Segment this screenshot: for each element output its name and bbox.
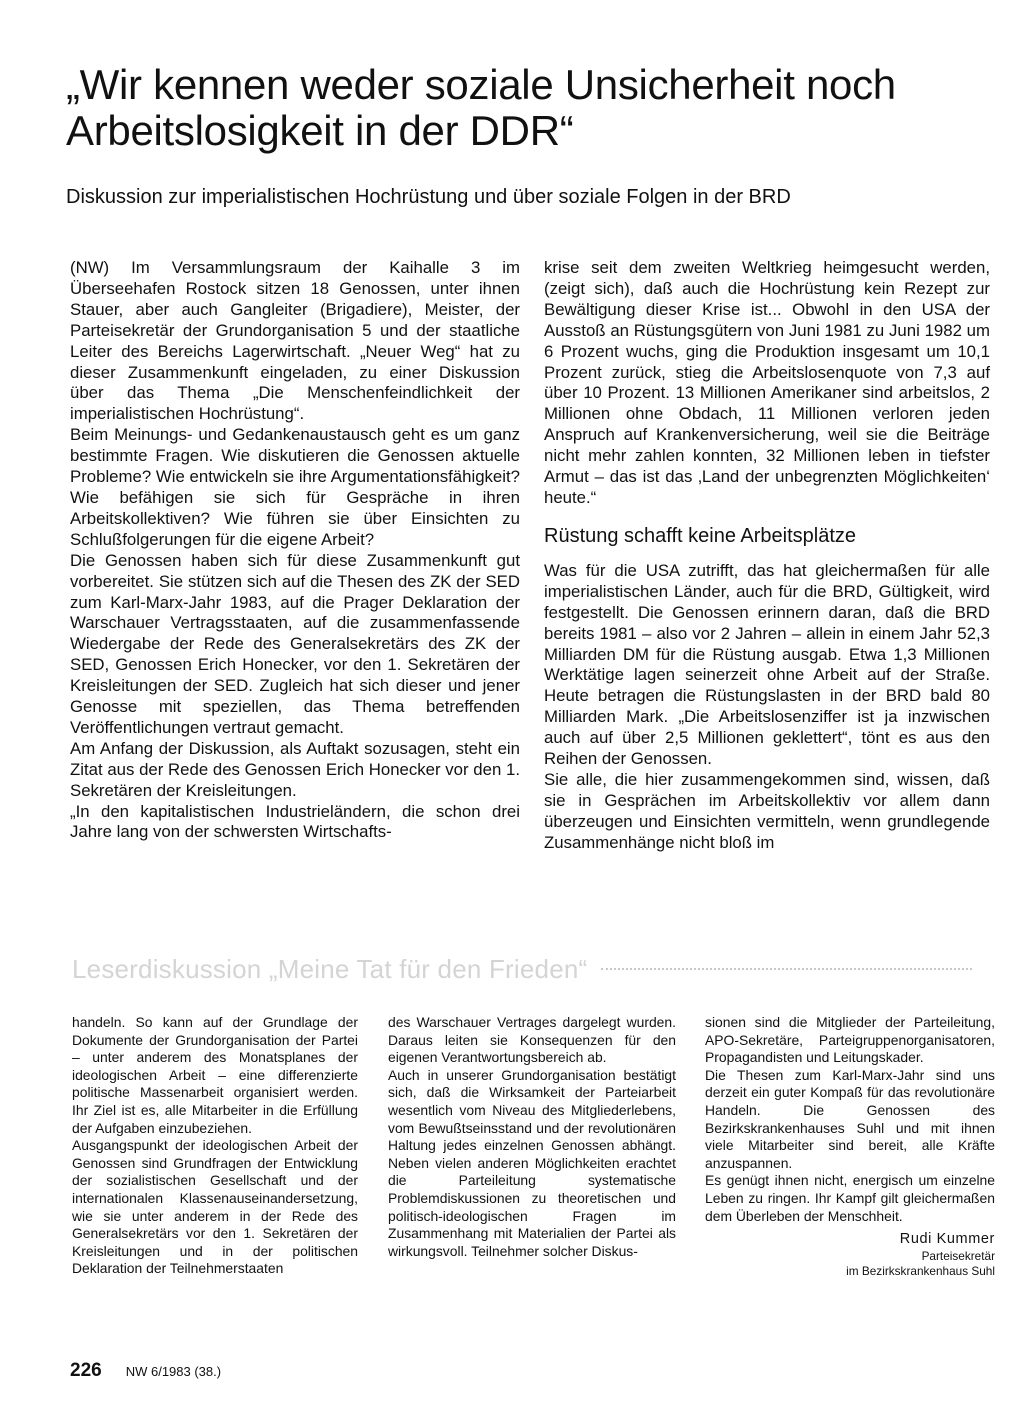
letter-column-2 xyxy=(388,1014,676,1260)
article-column-left xyxy=(70,258,520,843)
paragraph: Am Anfang der Diskussion, als Auftakt sozusagen, steht ein Zitat aus der Rede des Genossen Erich Honecker vor den 1. Sekretären der Kreisleitungen. xyxy=(70,738,520,800)
section-heading: Rüstung schafft keine Arbeitsplätze xyxy=(544,524,857,547)
paragraph: (NW) Im Versammlungsraum der Kaihalle 3 im Überseehafen Rostock sitzen 18 Genossen, unter ihnen Stauer, aber auch Gangleiter (Brigadiere), Meister, der Parteisekretär der Grundorganisation 5 und der staatliche Leiter des Bereichs Lagerwirtschaft. „Neuer Weg“ hat zu dieser Zusammenkunft eingeladen, zu einer Diskussion über das Thema „Die Menschenfeindlichkeit der imperialistischen Hochrüstung“. xyxy=(70,258,520,424)
paragraph: krise seit dem zweiten Weltkrieg heimgesucht werden, (zeigt sich), daß auch die Hochrüstung kein Rezept zur Bewältigung dieser Krise ist... Obwohl in den USA der Ausstoß an Rüstungsgütern von Juni 1981 zu Juni 1982 um 6 Prozent wuchs, ging die Produktion insgesamt um 10,1 Prozent zurück, stieg die Arbeitslosenquote von 7,3 auf über 10 Prozent. 13 Millionen Amerikaner sind arbeitslos, 2 Millionen ohne Obdach, 11 Millionen verloren jeden Anspruch auf Krankenversicherung, weil sie die Beiträge nicht mehr zahlen konnten, 32 Millionen leben in tiefster Armut – das ist das ‚Land der unbegrenzten Möglichkeiten‘ heute.“ xyxy=(544,258,990,507)
paragraph: Sie alle, die hier zusammengekommen sind, wissen, daß sie in Gesprächen im Arbeitskollektiv vor allem dann überzeugen und Einsichten vermitteln, wenn grundlegende Zusammenhänge nicht bloß im xyxy=(544,769,990,852)
paragraph: sionen sind die Mitglieder der Parteileitung, APO-Sekretäre, Parteigruppenorganisatoren, Propagandisten und Leitungskader. xyxy=(705,1014,995,1066)
article-headline: „Wir kennen weder soziale Unsicherheit noch Arbeitslosigkeit in der DDR“ xyxy=(66,61,896,154)
paragraph: Auch in unserer Grundorganisation bestätigt sich, daß die Wirksamkeit der Parteiarbeit wesentlich vom Niveau des Mitgliederlebens, vom Bewußtseinsstand und der revolutionären Haltung jedes einzelnen Genossen abhängt. Neben vielen anderen Möglichkeiten erachtet die Parteileitung systematische Problemdiskussionen zu theoretischen und politisch-ideologischen Fragen im Zusammenhang mit Materialien der Partei als wirkungsvoll. Teilnehmer solcher Diskus- xyxy=(388,1066,676,1259)
paragraph: Die Thesen zum Karl-Marx-Jahr sind uns derzeit ein guter Kompaß für das revolutionäre Handeln. Die Genossen des Bezirkskrankenhauses Suhl und mit ihnen viele Mitarbeiter sind bereit, alle Kräfte anzuspannen. xyxy=(705,1066,995,1171)
author-role: Parteisekretär xyxy=(921,1248,995,1263)
banner-title: Leserdiskussion „Meine Tat für den Frieden“ xyxy=(72,953,588,984)
page-footer xyxy=(70,1360,221,1382)
author-name: Rudi Kummer xyxy=(899,1231,995,1248)
paragraph: Es genügt ihnen nicht, energisch um einzelne Leben zu ringen. Ihr Kampf gilt gleichermaßen dem Überleben der Menschheit. xyxy=(705,1172,995,1224)
paragraph: des Warschauer Vertrages dargelegt wurden. Daraus leiten sie Konsequenzen für den eigenen Verantwortungsbereich ab. xyxy=(388,1014,676,1066)
paragraph: „In den kapitalistischen Industrieländern, die schon drei Jahre lang von der schwersten Wirtschafts- xyxy=(70,801,520,842)
paragraph: handeln. So kann auf der Grundlage der Dokumente der Grundorganisation der Partei – unter anderem des Monatsplanes der ideologischen Arbeit – eine differenzierte politische Massenarbeit organisiert werden. Ihr Ziel ist es, alle Mitarbeiter in die Erfüllung der Aufgaben einzubeziehen. xyxy=(72,1014,358,1136)
letter-column-3 xyxy=(705,1014,995,1279)
paragraph: Ausgangspunkt der ideologischen Arbeit der Genossen sind Grundfragen der Entwicklung der sozialistischen Gesellschaft und der internationalen Klassenauseinandersetzung, wie sie unter anderem in der Rede des Generalsekretärs vor den 1. Sekretären der Kreisleitungen und in der politischen Deklaration der Teilnehmerstaaten xyxy=(72,1137,358,1277)
article-column-right xyxy=(544,258,990,854)
paragraph: Was für die USA zutrifft, das hat gleichermaßen für alle imperialistischen Länder, auch für die BRD, Gültigkeit, wird festgestellt. Die Genossen erinnern daran, daß die BRD bereits 1981 – also vor 2 Jahren – allein in einem Jahr 52,3 Milliarden DM für die Rüstung ausgab. Etwa 1,3 Millionen Werktätige lagen seinerzeit ohne Arbeit auf der Straße. Heute betragen die Rüstungslasten in der BRD bald 80 Milliarden Mark. „Die Arbeitslosenziffer ist ja inzwischen auch auf über 2,5 Millionen geklettert“, tönt es aus den Reihen der Genossen. xyxy=(544,560,990,769)
paragraph: Die Genossen haben sich für diese Zusammenkunft gut vorbereitet. Sie stützen sich auf die Thesen des ZK der SED zum Karl-Marx-Jahr 1983, auf die Prager Deklaration der Warschauer Vertragsstaaten, auf die zusammenfassende Wiedergabe der Rede des Generalsekretärs des ZK der SED, Genossen Erich Honecker, vor den 1. Sekretären der Kreisleitungen der SED. Zugleich hat sich dieser und jener Genosse mit speziellen, das Thema betreffenden Veröffentlichungen vertraut gemacht. xyxy=(70,550,520,737)
paragraph: Beim Meinungs- und Gedankenaustausch geht es um ganz bestimmte Fragen. Wie diskutieren die Genossen aktuelle Probleme? Wie entwickeln sie ihre Argumentationsfähigkeit? Wie befähigen sie sich für Gespräche in ihren Arbeitskollektiven? Wie führen sie über Einsichten zu Schlußfolgerungen für die eigene Arbeit? xyxy=(70,425,520,549)
issue-label: NW 6/1983 (38.) xyxy=(125,1364,222,1379)
banner-divider xyxy=(601,968,972,970)
reader-discussion-banner xyxy=(72,952,972,986)
article-subheadline: Diskussion zur imperialistischen Hochrüstung und über soziale Folgen in der BRD xyxy=(66,186,791,208)
author-affiliation: im Bezirkskrankenhaus Suhl xyxy=(846,1263,995,1278)
page-number: 226 xyxy=(70,1360,102,1381)
letter-column-1 xyxy=(72,1014,358,1278)
